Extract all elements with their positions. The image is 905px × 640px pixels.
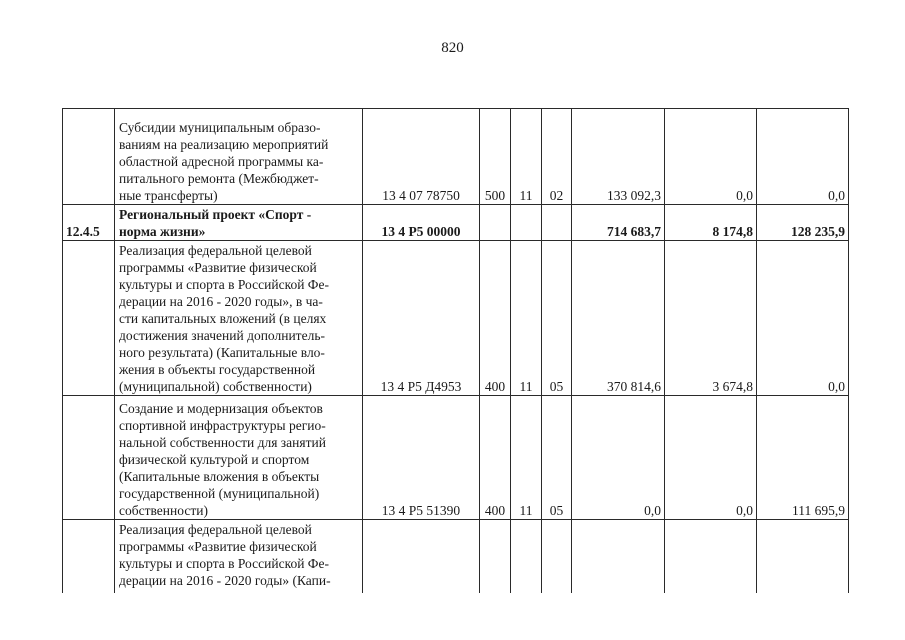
row-name-line: ваниям на реализацию мероприятий [119,137,329,152]
target-article-cell: 13 4 P5 00000 [363,205,480,241]
table-row [63,520,849,593]
row-name-line: программы «Развитие физической [119,260,317,275]
subsection-cell: 02 [542,109,572,205]
expense-type-cell [480,205,511,241]
amount-year2-cell: 8 174,8 [665,205,757,241]
row-name-line: питального ремонта (Межбюджет- [119,171,319,186]
section-cell: 11 [511,109,542,205]
row-name-line: Региональный проект «Спорт - [119,207,312,222]
row-name-line: (Капитальные вложения в объекты [119,469,320,484]
row-name-line: областной адресной программы ка- [119,154,324,169]
row-name-line: Субсидии муниципальным образо- [119,120,321,135]
amount-year2-cell: 0,0 [665,396,757,520]
row-name-cell [115,109,363,205]
row-name-line: культуры и спорта в Российской Фе- [119,277,329,292]
row-name-line: ного результата) (Капитальные вло- [119,345,325,360]
target-article-cell: 13 4 P5 51390 [363,396,480,520]
amount-year1-cell: 370 814,6 [572,241,665,396]
row-name-line: дерации на 2016 - 2020 годы» (Капи- [119,573,331,588]
subsection-cell [542,520,572,593]
page-number: 820 [441,40,464,56]
amount-year2-cell: 0,0 [665,109,757,205]
amount-year2-cell [665,520,757,593]
table-row [63,109,849,205]
amount-year3-cell: 128 235,9 [757,205,849,241]
row-name-line: норма жизни» [119,224,206,239]
row-name-line: собственности) [119,503,208,518]
row-name-cell [115,520,363,593]
row-name-cell [115,241,363,396]
row-name-line: дерации на 2016 - 2020 годы», в ча- [119,294,323,309]
row-name-line: Создание и модернизация объектов [119,401,323,416]
target-article-cell: 13 4 07 78750 [363,109,480,205]
amount-year1-cell [572,520,665,593]
subsection-cell [542,205,572,241]
row-name-line: (муниципальной) собственности) [119,379,312,394]
section-cell: 11 [511,396,542,520]
row-number-cell [63,109,115,205]
row-number-cell [63,396,115,520]
row-name-cell [115,396,363,520]
row-number-cell [63,520,115,593]
row-name-line: культуры и спорта в Российской Фе- [119,556,329,571]
target-article-cell: 13 4 P5 Д4953 [363,241,480,396]
amount-year1-cell: 714 683,7 [572,205,665,241]
row-name-line: программы «Развитие физической [119,539,317,554]
amount-year1-cell: 0,0 [572,396,665,520]
expense-type-cell: 400 [480,241,511,396]
subsection-cell: 05 [542,396,572,520]
row-name-line: нальной собственности для занятий [119,435,326,450]
amount-year3-cell: 0,0 [757,109,849,205]
expense-type-cell: 400 [480,396,511,520]
subsection-cell: 05 [542,241,572,396]
row-name-cell [115,205,363,241]
amount-year1-cell: 133 092,3 [572,109,665,205]
row-name-line: государственной (муниципальной) [119,486,320,501]
budget-table [62,108,849,593]
table-row [63,241,849,396]
row-name-line: спортивной инфраструктуры регио- [119,418,326,433]
row-name-line: достижения значений дополнитель- [119,328,325,343]
expense-type-cell: 500 [480,109,511,205]
amount-year2-cell: 3 674,8 [665,241,757,396]
row-name-line: физической культурой и спортом [119,452,310,467]
section-cell [511,205,542,241]
row-name-line: Реализация федеральной целевой [119,243,312,258]
table-body [63,109,849,593]
amount-year3-cell: 0,0 [757,241,849,396]
amount-year3-cell [757,520,849,593]
target-article-cell [363,520,480,593]
row-name-line: ные трансферты) [119,188,218,203]
row-name-line: сти капитальных вложений (в целях [119,311,327,326]
row-number-cell [63,241,115,396]
expense-type-cell [480,520,511,593]
table-row [63,396,849,520]
section-cell: 11 [511,241,542,396]
row-name-line: Реализация федеральной целевой [119,522,312,537]
amount-year3-cell: 111 695,9 [757,396,849,520]
table-row [63,205,849,241]
section-cell [511,520,542,593]
row-number-cell: 12.4.5 [63,205,115,241]
row-name-line: жения в объекты государственной [119,362,316,377]
